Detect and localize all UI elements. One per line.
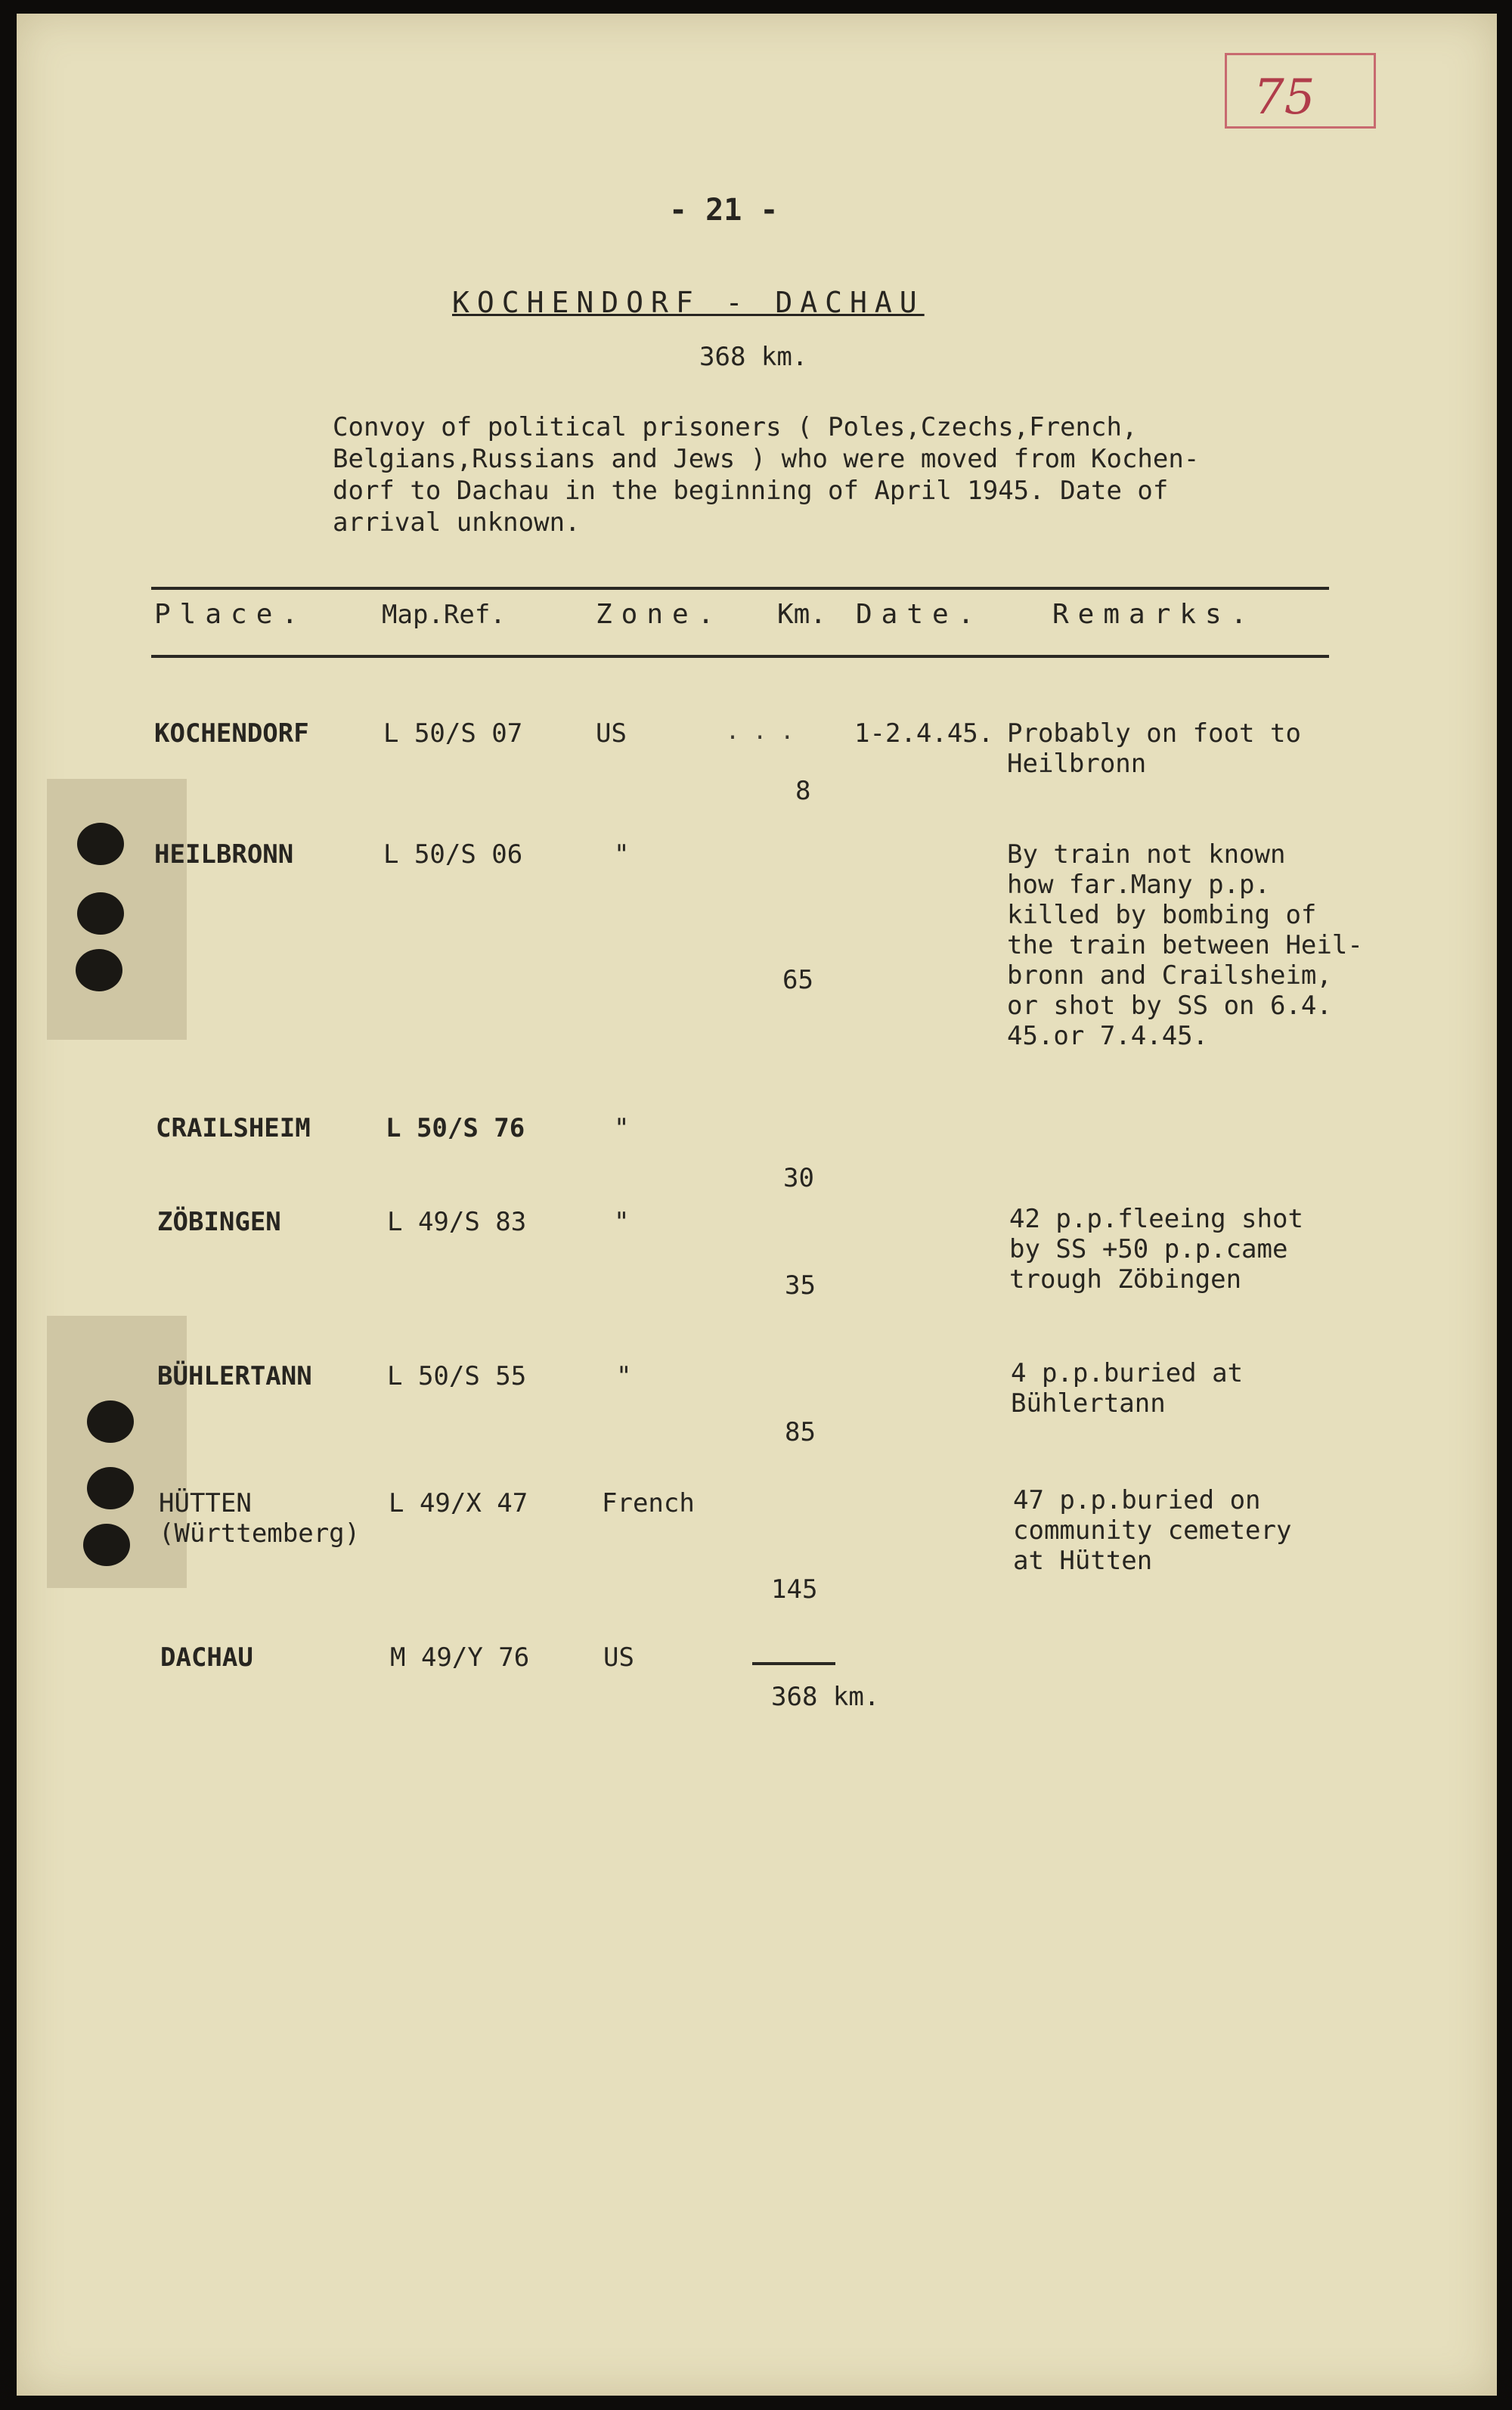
row-zone: French (602, 1488, 695, 1518)
row-zone: " (614, 1207, 630, 1237)
row-zone: " (614, 839, 630, 870)
row-mapref: L 50/S 06 (383, 839, 523, 870)
row-mapref: M 49/Y 76 (390, 1642, 530, 1673)
row-place: HEILBRONN (154, 839, 294, 870)
row-mapref: L 49/X 47 (389, 1488, 528, 1518)
header-mapref: Map.Ref. (382, 600, 506, 630)
row-zone: " (614, 1113, 630, 1143)
header-date: Date. (856, 599, 984, 630)
header-place: Place. (154, 599, 308, 630)
punch-hole-2 (77, 892, 124, 935)
km-value: 65 (782, 965, 813, 995)
document-title: KOCHENDORF - DACHAU (452, 286, 925, 319)
km-value: 30 (783, 1163, 814, 1193)
total-distance: 368 km. (699, 342, 808, 372)
punch-hole-3 (76, 949, 122, 991)
km-total: 368 km. (771, 1682, 880, 1712)
row-zone: US (603, 1642, 634, 1673)
table-top-rule (151, 587, 1329, 590)
row-zone: US (596, 718, 627, 749)
sum-rule (752, 1662, 835, 1665)
dotted-leader: . . . (726, 718, 795, 745)
punch-hole-4 (87, 1400, 134, 1443)
archive-stamp-number: 75 (1253, 70, 1315, 126)
row-place: KOCHENDORF (154, 718, 309, 749)
row-mapref: L 50/S 07 (383, 718, 523, 749)
punch-hole-5 (87, 1467, 134, 1509)
row-remarks: By train not known how far.Many p.p. killed by bombing of the train between Heil- bronn and Crailsheim, or shot by SS on 6.4. 45.or 7.4.45. (1007, 839, 1363, 1051)
row-place: BÜHLERTANN (157, 1361, 312, 1391)
row-remarks: Probably on foot to Heilbronn (1007, 718, 1301, 779)
km-value: 8 (795, 776, 811, 806)
row-place: CRAILSHEIM (156, 1113, 311, 1143)
punch-hole-6 (83, 1524, 130, 1566)
header-zone: Zone. (596, 599, 723, 630)
page-number: - 21 - (669, 193, 779, 228)
row-zone: " (616, 1361, 632, 1391)
row-remarks: 42 p.p.fleeing shot by SS +50 p.p.came trough Zöbingen (1009, 1204, 1303, 1295)
row-mapref: L 50/S 55 (387, 1361, 527, 1391)
row-date: 1-2.4.45. (854, 718, 994, 749)
row-remarks: 4 p.p.buried at Bühlertann (1011, 1358, 1244, 1419)
header-remarks: Remarks. (1052, 599, 1256, 630)
row-remarks: 47 p.p.buried on community cemetery at Hütten (1013, 1485, 1292, 1576)
row-place: HÜTTEN (Württemberg) (159, 1488, 361, 1549)
km-value: 145 (771, 1574, 818, 1605)
row-mapref: L 49/S 83 (387, 1207, 527, 1237)
row-place: ZÖBINGEN (157, 1207, 281, 1237)
intro-paragraph: Convoy of political prisoners ( Poles,Czechs,French, Belgians,Russians and Jews ) who were moved from Kochen-dorf to Dachau in the beginning of April 1945. Date of arrival unknown. (333, 412, 1200, 538)
row-mapref: L 50/S 76 (386, 1113, 525, 1143)
km-value: 35 (785, 1270, 816, 1301)
table-header-rule (151, 655, 1329, 658)
header-km: Km. (777, 599, 827, 630)
km-value: 85 (785, 1417, 816, 1447)
punch-hole-1 (77, 823, 124, 865)
row-place: DACHAU (160, 1642, 253, 1673)
